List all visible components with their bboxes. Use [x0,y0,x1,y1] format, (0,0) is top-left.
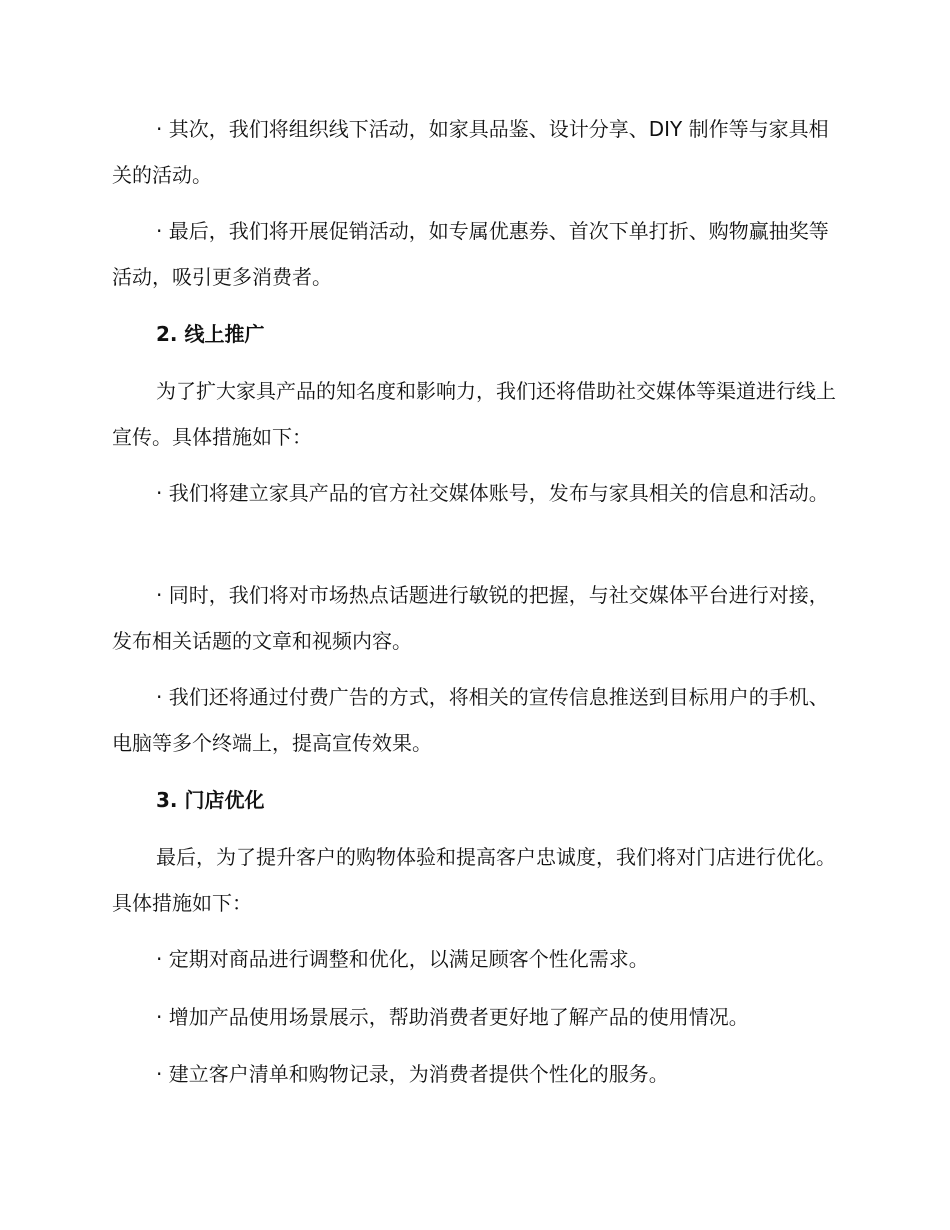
paragraph-store-intro: 最后，为了提升客户的购物体验和提高客户忠诚度，我们将对门店进行优化。具体措施如下： [112,845,836,915]
paragraph-social-accounts: · 我们将建立家具产品的官方社交媒体账号，发布与家具相关的信息和活动。 [156,481,829,505]
paragraph-hot-topics: · 同时，我们将对市场热点话题进行敏锐的把握，与社交媒体平台进行对接，发布相关话题的文章和视频内容。 [112,583,829,653]
paragraph-scene-display: · 增加产品使用场景展示，帮助消费者更好地了解产品的使用情况。 [156,1005,749,1029]
paragraph-paid-ads: · 我们还将通过付费广告的方式，将相关的宣传信息推送到目标用户的手机、电脑等多个终端上，提高宣传效果。 [112,685,829,755]
paragraph-online-intro: 为了扩大家具产品的知名度和影响力，我们还将借助社交媒体等渠道进行线上宣传。具体措施如下： [112,379,836,449]
paragraph-product-adjustment: · 定期对商品进行调整和优化，以满足顾客个性化需求。 [156,947,649,971]
paragraph-promotions: · 最后，我们将开展促销活动，如专属优惠券、首次下单打折、购物赢抽奖等活动，吸引更多消费者。 [112,219,829,289]
paragraph-offline-events: · 其次，我们将组织线下活动，如家具品鉴、设计分享、DIY 制作等与家具相关的活动。 [112,117,829,187]
section-heading-store-optimization: 3. 门店优化 [156,788,265,812]
paragraph-customer-records: · 建立客户清单和购物记录，为消费者提供个性化的服务。 [156,1062,669,1086]
section-heading-online-promotion: 2. 线上推广 [156,322,265,346]
